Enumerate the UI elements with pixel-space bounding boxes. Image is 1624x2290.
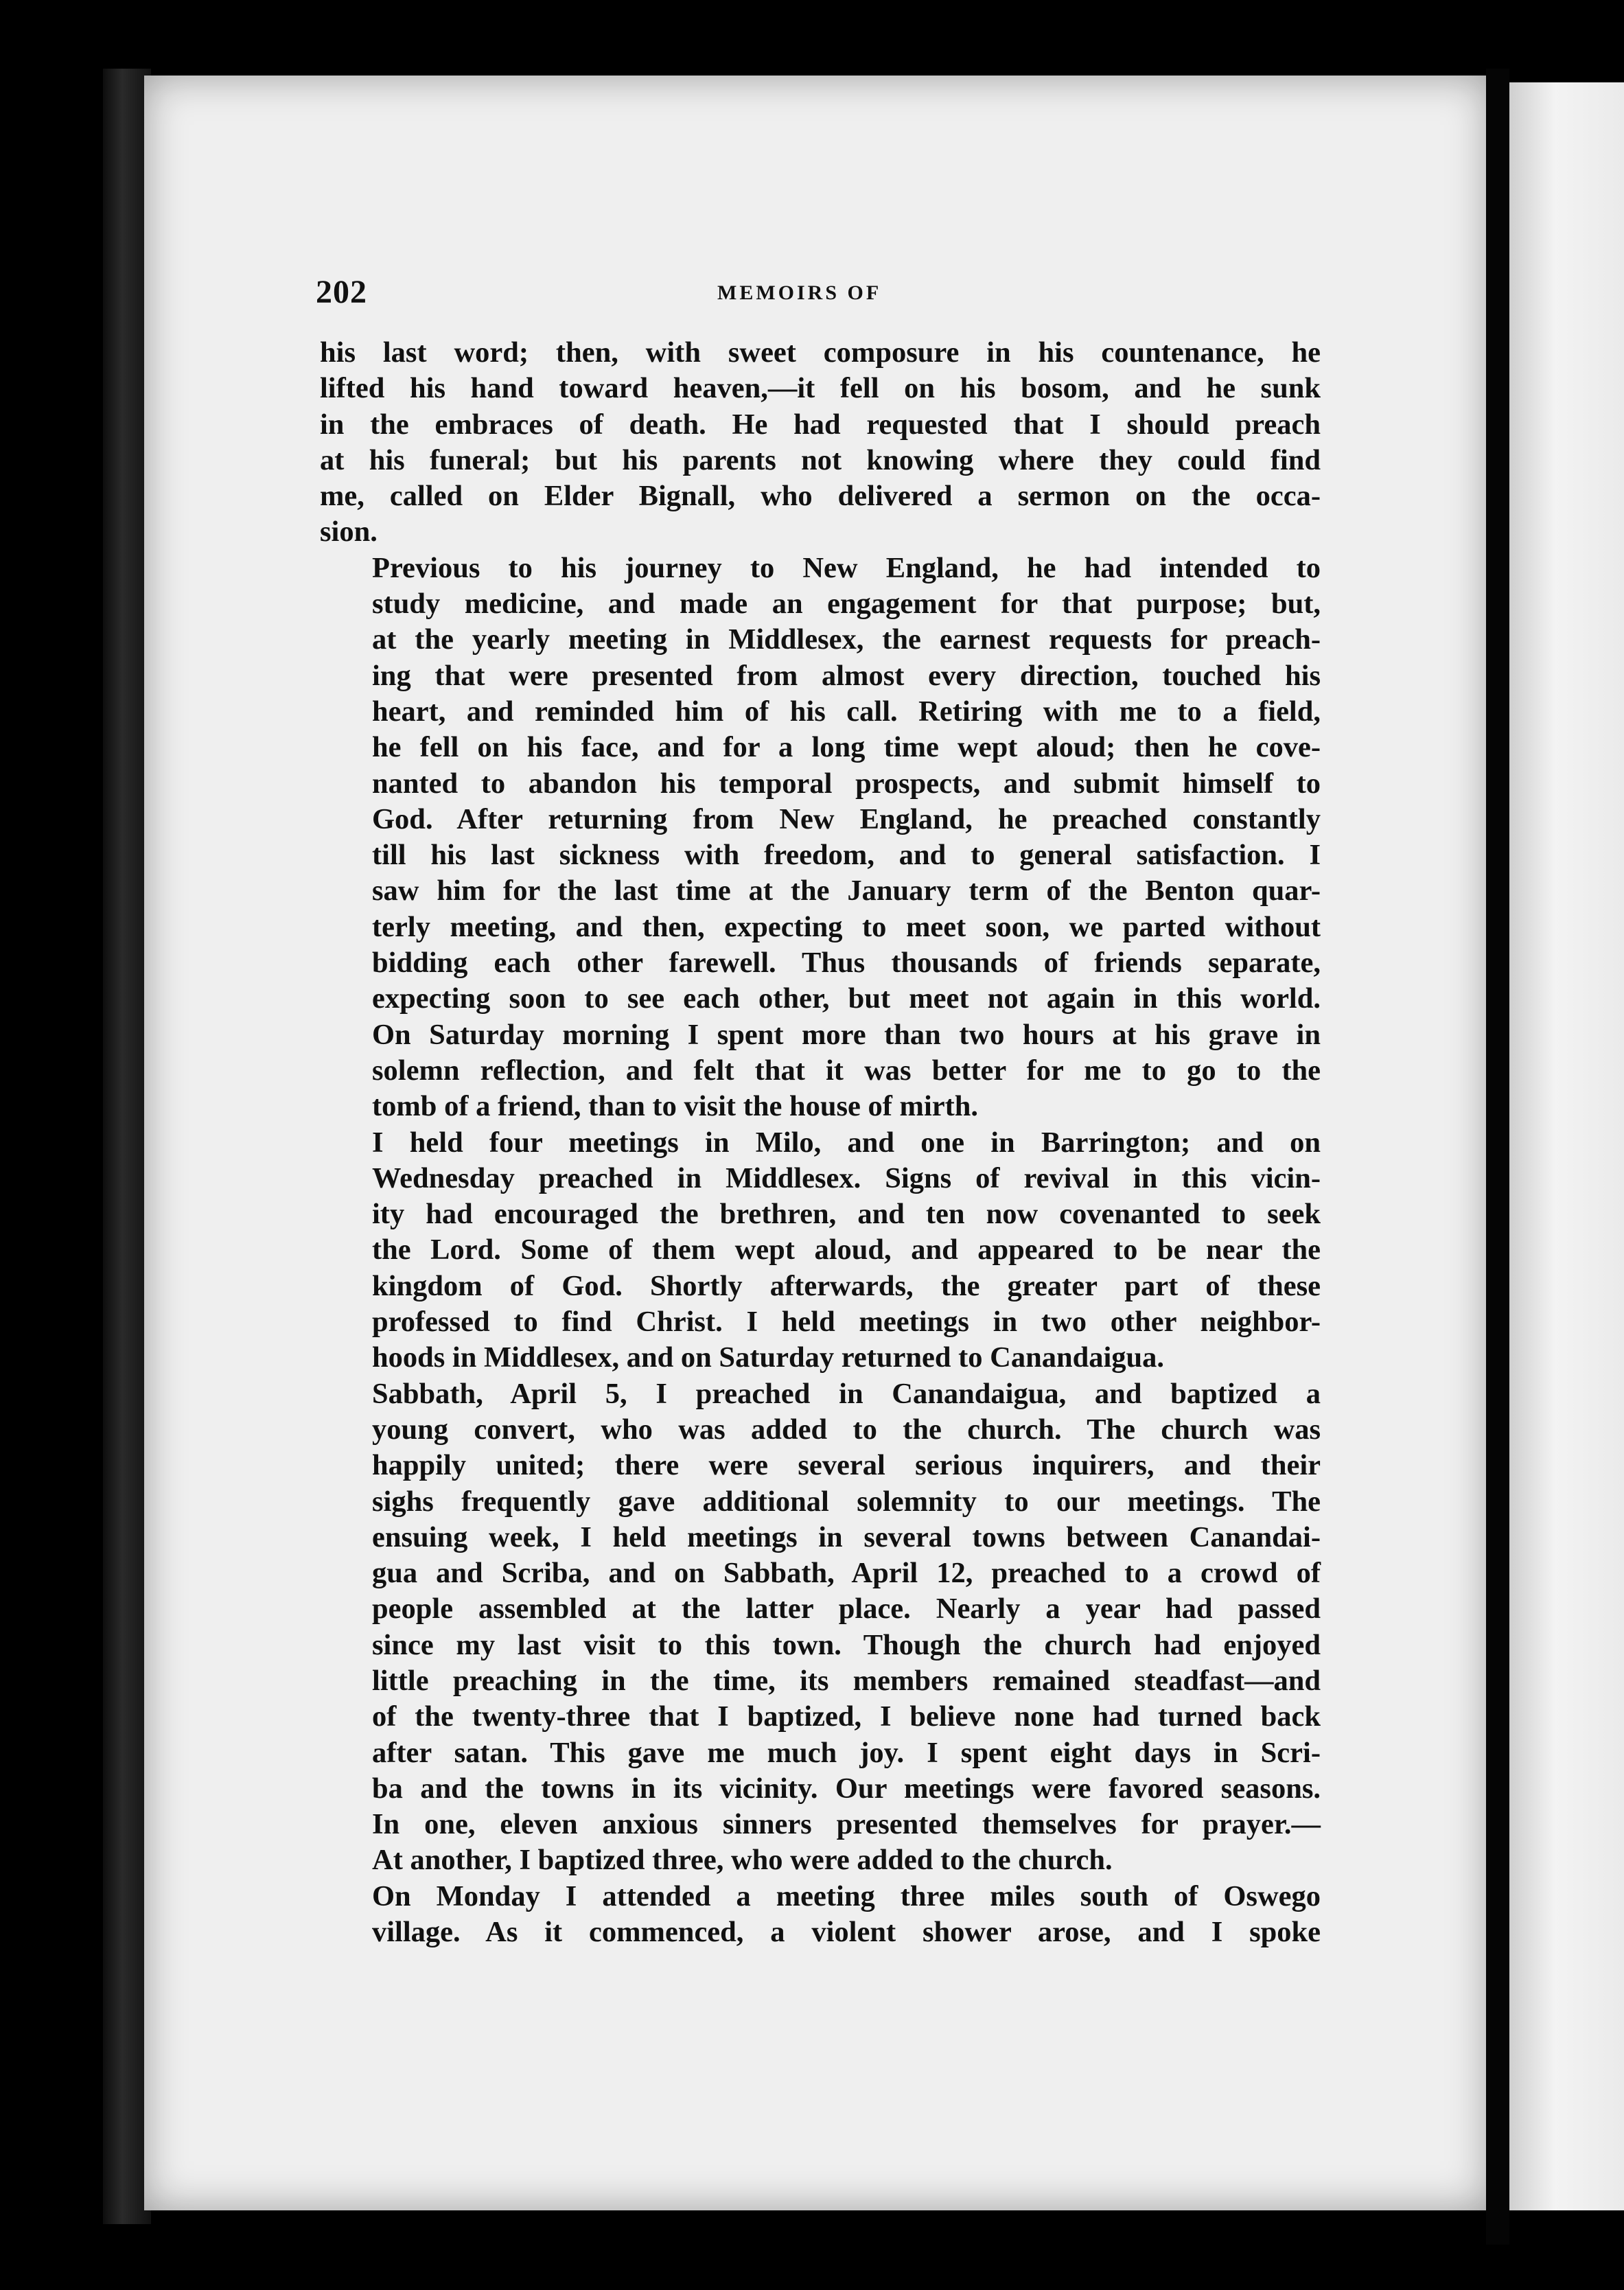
text-line: after satan. This gave me much joy. I spent eight days in Scri-: [372, 1736, 1321, 1769]
text-line: kingdom of God. Shortly afterwards, the greater part of these: [372, 1269, 1321, 1302]
text-line: Wednesday preached in Middlesex. Signs of revival in this vicin-: [372, 1161, 1321, 1194]
text-line: little preaching in the time, its members remained steadfast—and: [372, 1664, 1321, 1697]
text-line: terly meeting, and then, expecting to meet soon, we parted without: [372, 910, 1321, 943]
page-header: [316, 273, 1318, 321]
text-line: of the twenty-three that I baptized, I believe none had turned back: [372, 1700, 1321, 1733]
text-line: tomb of a friend, than to visit the house of mirth.: [372, 1090, 979, 1123]
text-line: Previous to his journey to New England, he had intended to: [372, 551, 1321, 584]
text-line: heart, and reminded him of his call. Retiring with me to a field,: [372, 695, 1321, 728]
text-line: sion.: [320, 516, 378, 548]
text-line: bidding each other farewell. Thus thousands of friends separate,: [372, 947, 1321, 980]
paragraph: [320, 1125, 1321, 1376]
text-line: people assembled at the latter place. Nearly a year had passed: [372, 1593, 1321, 1626]
text-line: lifted his hand toward heaven,—it fell on his bosom, and he sunk: [320, 372, 1321, 405]
text-line: hoods in Middlesex, and on Saturday returned to Canandaigua.: [372, 1341, 1165, 1374]
text-line: In one, eleven anxious sinners presented themselves for prayer.—: [372, 1808, 1321, 1841]
text-line: On Saturday morning I spent more than two hours at his grave in: [372, 1018, 1321, 1051]
text-line: Sabbath, April 5, I preached in Canandaigua, and baptized a: [372, 1377, 1321, 1410]
text-line: happily united; there were several serious inquirers, and their: [372, 1449, 1321, 1482]
text-line: saw him for the last time at the January term of the Benton quar-: [372, 875, 1321, 907]
text-line: the Lord. Some of them wept aloud, and appeared to be near the: [372, 1234, 1321, 1267]
paragraph: [320, 335, 1321, 551]
text-line: he fell on his face, and for a long time wept aloud; then he cove-: [372, 731, 1321, 764]
text-line: study medicine, and made an engagement for that purpose; but,: [372, 588, 1321, 621]
text-line: I held four meetings in Milo, and one in Barrington; and on: [372, 1126, 1321, 1159]
text-line: in the embraces of death. He had requested that I should preach: [320, 408, 1321, 441]
text-line: solemn reflection, and felt that it was better for me to go to the: [372, 1054, 1321, 1087]
text-line: his last word; then, with sweet composure in his countenance, he: [320, 336, 1321, 369]
text-line: professed to find Christ. I held meetings in two other neighbor-: [372, 1306, 1321, 1339]
paragraph: [320, 1376, 1321, 1879]
paragraph: [320, 551, 1321, 1125]
running-head: MEMOIRS OF: [717, 281, 882, 304]
paragraph: [320, 1879, 1321, 1951]
text-line: at his funeral; but his parents not knowing where they could find: [320, 443, 1321, 476]
text-line: young convert, who was added to the church. The church was: [372, 1413, 1321, 1446]
book-spine-shadow: [1486, 69, 1509, 2245]
text-line: sighs frequently gave additional solemnity to our meetings. The: [372, 1485, 1321, 1518]
text-line: gua and Scriba, and on Sabbath, April 12, preached to a crowd of: [372, 1557, 1321, 1590]
text-line: God. After returning from New England, he preached constantly: [372, 802, 1321, 835]
text-line: expecting soon to see each other, but meet not again in this world.: [372, 982, 1321, 1015]
body-text: [320, 335, 1321, 1950]
text-line: ing that were presented from almost every direction, touched his: [372, 659, 1321, 692]
text-line: village. As it commenced, a violent shower arose, and I spoke: [372, 1916, 1321, 1949]
text-line: till his last sickness with freedom, and to general satisfaction. I: [372, 839, 1321, 872]
facing-page-edge: [1509, 82, 1624, 2210]
text-line: at the yearly meeting in Middlesex, the earnest requests for preach-: [372, 623, 1321, 656]
text-line: ensuing week, I held meetings in several towns between Canandai-: [372, 1520, 1321, 1553]
text-line: nanted to abandon his temporal prospects, and submit himself to: [372, 767, 1321, 800]
text-line: On Monday I attended a meeting three miles south of Oswego: [372, 1880, 1321, 1912]
text-line: ba and the towns in its vicinity. Our meetings were favored seasons.: [372, 1772, 1321, 1805]
text-line: me, called on Elder Bignall, who delivered a sermon on the occa-: [320, 480, 1321, 513]
text-line: since my last visit to this town. Though the church had enjoyed: [372, 1628, 1321, 1661]
page-number: 202: [316, 274, 367, 310]
text-line: ity had encouraged the brethren, and ten now covenanted to seek: [372, 1198, 1321, 1231]
text-line: At another, I baptized three, who were added to the church.: [372, 1844, 1113, 1877]
